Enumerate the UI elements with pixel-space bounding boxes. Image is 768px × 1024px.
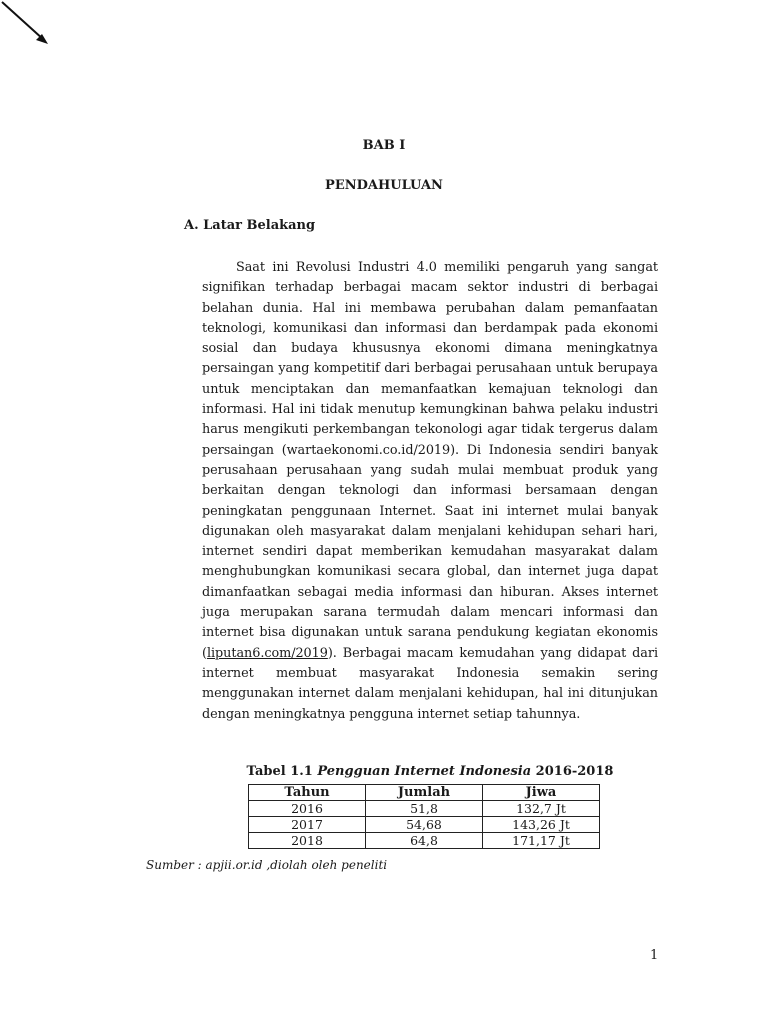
chapter-title: PENDAHULUAN [325, 178, 443, 193]
table-header-row [249, 785, 600, 801]
cell-jumlah: 64,8 [366, 833, 483, 849]
arrow-pointer-icon [0, 0, 52, 48]
header-jumlah: Jumlah [366, 785, 483, 801]
citation-link[interactable]: liputan6.com/2019 [206, 645, 328, 661]
table-row [249, 817, 600, 833]
cell-jiwa: 132,7 Jt [483, 801, 600, 817]
header-tahun: Tahun [249, 785, 366, 801]
paragraph-text-end: ). Berbagai macam kemudahan yang didapat dari internet membuat masyarakat Indonesia semakin sering menggunakan internet dalam menjalani kehidupan, hal ini ditunjukan dengan meningkatnya pengguna internet setiap tahunnya. [202, 645, 658, 722]
cell-jumlah: 54,68 [366, 817, 483, 833]
table-row [249, 801, 600, 817]
table-row [249, 833, 600, 849]
cell-tahun: 2016 [249, 801, 366, 817]
chapter-heading: BAB I [362, 138, 406, 153]
source-note: Sumber : apjii.or.id ,diolah oleh peneliti [146, 858, 388, 872]
caption-prefix: Tabel 1.1 [246, 764, 318, 779]
paragraph-text-start: Saat ini Revolusi Industri 4.0 memiliki pengaruh yang sangat signifikan terhadap berbagai macam sektor industri di berbagai belahan dunia. Hal ini membawa perubahan dalam pemanfaatan teknologi, komunikasi dan informasi dan berdampak pada ekonomi sosial dan budaya khususnya ekonomi dimana meningkatnya persaingan yang kompetitif dari berbagai perusahaan untuk berupaya untuk menciptakan dan memanfaatkan kemajuan teknologi dan informasi. Hal ini tidak menutup kemungkinan bahwa pelaku industri harus mengikuti perkembangan tekonologi agar tidak tergerus dalam persaingan (wartaekonomi.co.id/2019). Di Indonesia sendiri banyak perusahaan perusahaan yang sudah mulai membuat produk yang berkaitan dengan teknologi dan informasi bersamaan dengan peningkatan penggunaan Internet. Saat ini internet mulai banyak digunakan oleh masyarakat dalam menjalani kehidupan sehari hari, internet sendiri dapat memberikan kemudahan masyarakat dalam menghubungkan komunikasi secara global, dan internet juga dapat dimanfaatkan sebagai media informasi dan hiburan. Akses internet juga merupakan sarana termudah dalam mencari informasi dan internet bisa digunakan untuk sarana pendukung kegiatan ekonomis ( [202, 260, 658, 661]
cell-tahun: 2017 [249, 817, 366, 833]
cell-jiwa: 143,26 Jt [483, 817, 600, 833]
body-paragraph [202, 258, 658, 725]
cell-jumlah: 51,8 [366, 801, 483, 817]
cell-jiwa: 171,17 Jt [483, 833, 600, 849]
cell-tahun: 2018 [249, 833, 366, 849]
section-heading: A. Latar Belakang [184, 218, 316, 233]
header-jiwa: Jiwa [483, 785, 600, 801]
caption-italic: Pengguan Internet Indonesia [317, 764, 532, 779]
page-number: 1 [650, 948, 659, 963]
internet-users-table [248, 784, 600, 849]
table-caption [0, 764, 768, 779]
caption-suffix: 2016-2018 [531, 764, 614, 779]
